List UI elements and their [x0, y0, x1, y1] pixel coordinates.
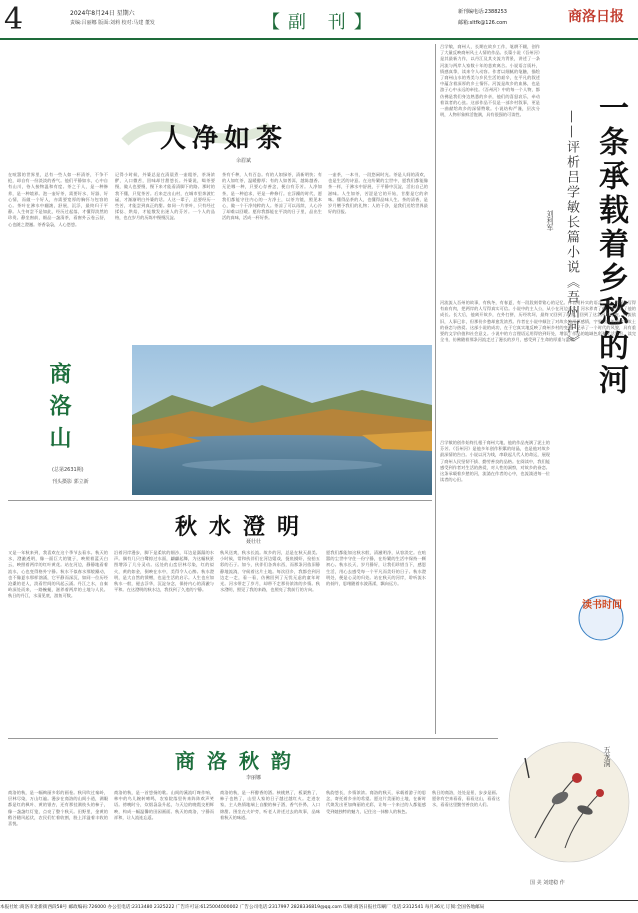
article-body: 秋韵悠长，乡情浓浓。商洛的秋天，承载着游子的思念，寄托着乡亲的希望。愿这片美丽的土地，在新时代焕发出更加绚丽的光彩，让每一个来过的人都能感受到她独特的魅力，记住这一抹醉人的秋色。 [326, 790, 426, 814]
issue-caption: (总第2631期) [52, 467, 84, 473]
article-title: 秋水澄明 [175, 514, 312, 540]
landscape-photo [132, 345, 432, 495]
section-divider [8, 738, 498, 739]
article-body: 沿着河岸漫步，脚下是柔软的细沙，耳边是潺潺的水声。偶有几只白鹭掠过水面，翩翩起舞，为这幅秋景图增添了几分灵动。远处的山峦层林尽染，红的似火，黄的如金，倒映在水中，美得令人心醉。秋水澄明，是大自然的馈赠，也是生活的启示。人生也应如秋水一般，褪去浮华，沉淀杂念，保持内心的清澈与平和。在这澄明的秋水边，我找到了久违的宁静。 [114, 550, 214, 593]
column-divider [435, 44, 436, 734]
article-author: 李丽娜 [246, 775, 262, 781]
section-title: 【副 刊】 [262, 12, 380, 33]
article-body: 商洛的秋，是一杯醇香的酒。核桃熟了，板栗熟了，柿子也熟了，山里人家的日子越过越红火。走进农家，主人热情地端上自酿的柿子酒，香气扑鼻，入口绵甜。围坐在火炉旁，听老人讲述过去的故事，品味着秋天的味道。 [220, 790, 320, 820]
article-title: 一条承载着乡愁的河 [593, 92, 628, 398]
article-body: 又是一年秋来到，我喜欢在这个季节去看水。秋天的水，澄澈透明，像一面巨大的镜子，映照着蓝天白云，映照着两岸的红叶黄花。站在河边，静静地看着流水，心也变得格外宁静。秋水不似春水那般躁动，也不像夏水那样汹涌，它平静而深沉，如同一位历经沧桑的老人，淡看世间的风起云涌。丹江之水，自秦岭深处而来，一路蜿蜒，滋养着两岸的土地与人民。秋日的丹江，水清见底，游鱼可数。 [8, 550, 108, 599]
article-title: 人净如茶 [160, 124, 289, 154]
article-subtitle: ——评析吕学敏长篇小说《吾州河》 [564, 110, 579, 350]
article-title: 商洛秋韵 [175, 749, 303, 773]
footer-bar [0, 900, 638, 913]
article-author: 刘利军 [546, 210, 554, 231]
seal-script: 五龙洞 [603, 746, 611, 767]
article-body: 商洛的秋，是一幅绚丽多彩的画卷。秋风吹过秦岭，层林尽染，万山红遍。漫步在商洛的山间小道，满眼都是红的枫叶、黄的银杏，还有那挂满枝头的柿子，像一盏盏红灯笼，点亮了整个秋天。田野里，金黄的稻谷随风起伏，农民们忙着收割，脸上洋溢着丰收的喜悦。 [8, 790, 108, 827]
article-body: 记得小时候，外婆总是在清晨煮一壶粗茶，茶汤浓酽，入口微苦，回味却甘甜悠长。外婆说，喝茶要慢，做人也要慢，慢下来才能看清脚下的路。那时的我不懂，只觉茶苦。后来走出山村，在城市里奔波忙碌，才渐渐明白外婆的话。人这一辈子，总要经历一些苦，才能尝到真正的甜。如同一片茶叶，只有经过揉捻、烘焙，才能散发出迷人的芬芳。一个人的品格，也在岁月的历练中慢慢沉淀。 [115, 172, 215, 221]
article-author: 聂壮壮 [246, 539, 262, 545]
article-body: 一壶茶，一本书，一段悠闲时光。茶是人间的清欢，也是生活的诗意。在这纷繁的尘世中，愿我们都能像茶一样，于沸水中舒展，于平静中沉淀，活出自己的滋味。人生如茶，苦涩是它的开始，甘甜是它的余味。懂得品茶的人，也懂得品味人生。茶的清香，是岁月赠予我们的礼物；人的干净，是我们送给世界最好的回报。 [328, 172, 428, 215]
page-number: 4 [4, 2, 24, 37]
article-body: 在喧嚣的世界里，总有一些人如一杯清茶，不争不抢，却自有一份淡淡的香气。他们平静如水，心中自有山川，待人接物温和有度。茶之于人，是一种修养，是一种境界。泡一壶好茶，需要好水、好器、好心情，而做一个好人，亦需要宽厚的胸怀与包容的心。茶叶在沸水中翻滚，舒展，沉浮，最终归于平静。人生何尝不是如此，经历过起落，才懂得淡然的珍贵。静坐窗前，细品一盏清茶，看窗外云卷云舒，心也随之澄澈。茶香袅袅，人心悠悠。 [8, 172, 108, 227]
column-title: 商洛山 [46, 362, 72, 458]
article-body: 茶有千种，人有百态。有的人如绿茶，清新明快；有的人如红茶，温暖醇厚；有的人如普洱，越陈越香。无论哪一种，只要心存善念，便自有芬芳。人净如茶，是一种追求，更是一种修行。在浮躁的时代，愿我们都能守住内心的一方净土，以茶为镜，照见本心，做一个干净纯粹的人。茶凉了可以再续，人心冷了却难以回暖。愿你我都能在平淡的日子里，品出生活的真味，活成一杯好茶。 [222, 172, 322, 221]
hotline: 新刊编电话:2388253 [458, 9, 507, 15]
issue-date: 2024年8月24日 星期六 [70, 10, 135, 17]
badge-text: 读书时间 [582, 600, 622, 611]
editors-line: 责编:吕丽娜 版面:刘莉 校对:马建 董发 [70, 20, 155, 26]
masthead [0, 0, 638, 40]
flower-painting [505, 738, 633, 876]
photo-credit: 刊头摄影 郭立新 [52, 479, 89, 485]
article-body: 河流流入吾州的故事，有秋冬，有春夏，有一段段刻骨铭心的记忆。作者用朴实的语言，把一条河流写得有血有肉，把两岸的人写得真实可信。小说中的主人公，从小在河边长大，河水养育了他，也见证了他的成长。长大后，他离开故乡，在外打拼，历经坎坷，最终又回到了故乡，回到了这条河的怀抱。河流依旧，人事已非，但那份乡愁却愈发浓烈。作者在小说中倾注了对故乡的深厚感情，字里行间流露出对故土的眷恋与热爱。这部小说的成功，在于它真实地反映了商州乡村的变迁，记录了一个时代的风貌，具有重要的文学价值和社会意义。小说中的方言俚语运用得恰到好处，增添了作品的地域色彩和生活气息。读完全书，仿佛随着那条河流走过了漫长的岁月，感受到了生命的厚重与温暖。 [440, 300, 636, 343]
article-body: 秋风送爽，秋水长流。故乡的河，总是在秋天最美。小时候，常和伙伴们在河边嬉戏，捉鱼摸虾，捡拾五彩的石子。如今，伙伴们各奔东西，而那条河依旧静静地流淌，守候着这片土地。每次回乡，我都会到河边走一走，看一看，仿佛回到了无忧无虑的童年时光。河水带走了岁月，却带不走那份浓浓的乡情。秋水澄明，照见了我的来路，也照亮了我前行的方向。 [220, 550, 320, 593]
article-body: 商洛的秋，是一首悠扬的歌。山间的溪流叮咚作响，林中的鸟儿婉转啼鸣，农家院落里传来阵阵欢声笑语。傍晚时分，炊烟袅袅升起，与天边的晚霞交相辉映，构成一幅温馨的田园画面。秋天的商洛，宁静而祥和，让人流连忘返。 [114, 790, 214, 820]
article-author: 余眉斌 [236, 158, 252, 164]
article-body: 秋日的商洛，处处是景，步步是画。愿你有空来看看，看看这山，看看这水，看看这里勤劳善良的人们。 [432, 790, 500, 808]
section-divider [8, 500, 432, 501]
painting-caption: 国 美 刘建稳 作 [530, 880, 565, 886]
book-icon [576, 588, 626, 648]
article-body: 吕学敏，商州人，长期在故乡工作，笔耕不辍，创作了大量反映商州风土人情的作品。长篇小说《吾州河》是其最新力作，以丹江及其支流为背景，讲述了一条河流与两岸人家数十年的悲欢离合。小说语言质朴，情感真挚，读来令人动容。作者以细腻的笔触，描绘了商州山水的秀美与乡民生活的艰辛，在平凡的叙述中蕴含着深厚的乡土情怀。河流是故乡的血脉，也是游子心中永远的牵挂。《吾州河》中的每一个人物，都仿佛是我们身边熟悉的乡亲，他们的喜怒哀乐，牵动着读者的心弦。这部作品不仅是一部乡村叙事，更是一曲献给故乡的深情赞歌。小说结构严谨，层次分明，人物形象鲜活饱满，具有很强的可读性。 [440, 44, 540, 118]
email: 邮箱:sltfk@126.com [458, 20, 508, 26]
newspaper-logo: 商洛日报 [568, 9, 624, 25]
article-body: 吕学敏的创作始终扎根于商州大地，他的作品充满了泥土的芬芳。《吾州河》是他多年创作积累的结晶，也是他对故乡最深情的告白。小说以河为线，串联起几代人的命运，展现了商州人民坚韧不拔、勤劳善良的品格。在阅读中，我们能感受到作者对生活的热爱，对人性的洞察，对故乡的眷恋。这条承载着乡愁的河，流淌在作者的心中，也流淌进每一位读者的心田。 [440, 440, 550, 483]
article-body: 愿我们都能如这秋水般，清澈明净，从容淡定。在喧嚣的尘世中守住一份宁静，在纷繁的生活中保持一颗初心。秋水长天，岁月静好，让我们珍惜当下，感恩生活，用心去感受每一个平凡而美好的日子。秋水澄明处，便是心灵的归处。站在秋天的河岸，聆听流水的低吟，思绪随着水波荡漾，飘向远方。 [326, 550, 426, 587]
footer-text: 本报社址:商洛市北新街西段58号 邮政编码:726000 办公室电话:2313480 2325222 广告许可证:6125004000002 广告公司电话:2317997 2828336819@qq.com 印刷:商洛日报社印刷厂 电话:2312541 每月36元 订阅:全国各地邮局 [0, 905, 485, 910]
